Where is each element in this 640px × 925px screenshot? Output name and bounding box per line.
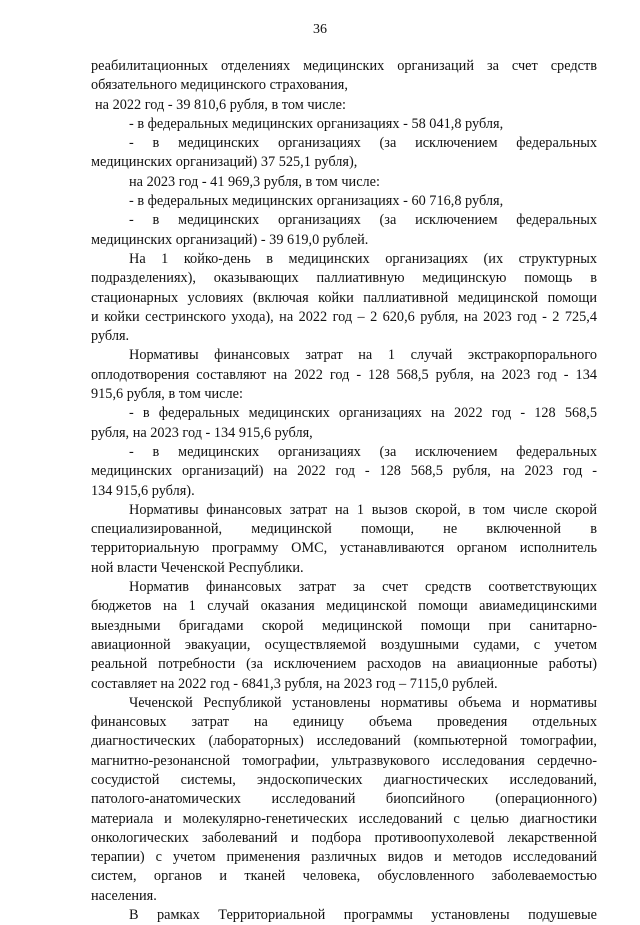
text-line: - в медицинских организациях (за исключением федеральных: [129, 135, 597, 152]
text-line: авиационной эвакуации, осуществляемой воздушными судами, с учетом: [91, 636, 597, 653]
text-line: выездными бригадами скорой медицинской помощи при санитарно-: [91, 617, 597, 634]
text-line: 915,6 рубля, в том числе:: [91, 386, 243, 403]
text-line: населения.: [91, 887, 157, 904]
text-line: магнитно-резонансной томографии, ультразвукового исследования сердечно-: [91, 752, 597, 769]
text-line: диагностических (лабораторных) исследований (компьютерной томографии,: [91, 733, 597, 750]
text-line: Чеченской Республикой установлены нормативы объема и нормативы: [129, 694, 597, 711]
text-line: онкологических заболеваний и подбора противоопухолевой лекарственной: [91, 829, 597, 846]
text-line: - в федеральных медицинских организациях - 60 716,8 рубля,: [129, 193, 504, 210]
text-line: терапии) с учетом применения различных видов и методов исследований: [91, 849, 597, 866]
text-line: Нормативы финансовых затрат на 1 случай экстракорпорального: [129, 347, 597, 364]
text-line: 134 915,6 рубля).: [91, 482, 195, 499]
page-number: 36: [313, 22, 327, 37]
text-line: обязательного медицинского страхования,: [91, 77, 348, 94]
text-line: - в федеральных медицинских организациях - 58 041,8 рубля,: [129, 115, 504, 132]
text-line: сосудистой системы, эндоскопических диагностических исследований,: [91, 771, 597, 788]
text-line: реабилитационных отделениях медицинских организаций за счет средств: [91, 58, 597, 74]
text-line: бюджетов на 1 случай оказания медицинской помощи авиамедицинскими: [91, 598, 597, 615]
text-line: - в медицинских организациях (за исключением федеральных: [129, 212, 597, 229]
text-line: В рамках Территориальной программы установлены подушевые: [129, 907, 597, 924]
text-line: на 2022 год - 39 810,6 рубля, в том числе:: [95, 96, 346, 113]
text-line: Нормативы финансовых затрат на 1 вызов скорой, в том числе скорой: [129, 501, 597, 518]
text-line: Норматив финансовых затрат за счет средств соответствующих: [129, 579, 597, 596]
text-line: систем, органов и тканей человека, обусловленного заболеваемостью: [91, 868, 597, 885]
text-line: реальной потребности (за исключением расходов на авиационные работы): [91, 656, 597, 673]
text-line: стационарных условиях (включая койки паллиативной медицинской помощи: [91, 289, 597, 306]
text-line: финансовых затрат на единицу объема проведения отдельных: [91, 714, 597, 731]
text-line: - в федеральных медицинских организациях на 2022 год - 128 568,5: [129, 405, 597, 422]
text-line: и койки сестринского ухода), на 2022 год – 2 620,6 рубля, на 2023 год - 2 725,4: [91, 308, 597, 325]
text-line: рубля, на 2023 год - 134 915,6 рубля,: [91, 424, 313, 441]
text-line: на 2023 год - 41 969,3 рубля, в том числе:: [129, 173, 380, 190]
text-line: рубля.: [91, 328, 130, 345]
text-line: специализированной, медицинской помощи, не включенной в: [91, 521, 597, 538]
text-line: На 1 койко-день в медицинских организациях (их структурных: [129, 250, 597, 267]
document-body: [91, 57, 597, 925]
text-line: медицинских организаций) 37 525,1 рубля),: [91, 154, 358, 171]
text-line: оплодотворения составляют на 2022 год - 128 568,5 рубля, на 2023 год - 134: [91, 366, 597, 383]
text-line: медицинских организаций) на 2022 год - 128 568,5 рубля, на 2023 год -: [91, 463, 597, 480]
text-line: подразделениях), оказывающих паллиативную медицинскую помощь в: [91, 270, 597, 287]
text-line: патолого-анатомических исследований биопсийного (операционного): [91, 791, 597, 808]
text-line: - в медицинских организациях (за исключением федеральных: [129, 443, 597, 460]
text-line: медицинских организаций) - 39 619,0 рублей.: [91, 231, 369, 248]
text-line: ной власти Чеченской Республики.: [91, 559, 304, 576]
text-line: материала и молекулярно-генетических исследований с целью диагностики: [91, 810, 597, 827]
text-line: территориальную программу ОМС, устанавливаются органом исполнитель: [91, 540, 597, 557]
text-line: составляет на 2022 год - 6841,3 рубля, на 2023 год – 7115,0 рублей.: [91, 675, 498, 692]
